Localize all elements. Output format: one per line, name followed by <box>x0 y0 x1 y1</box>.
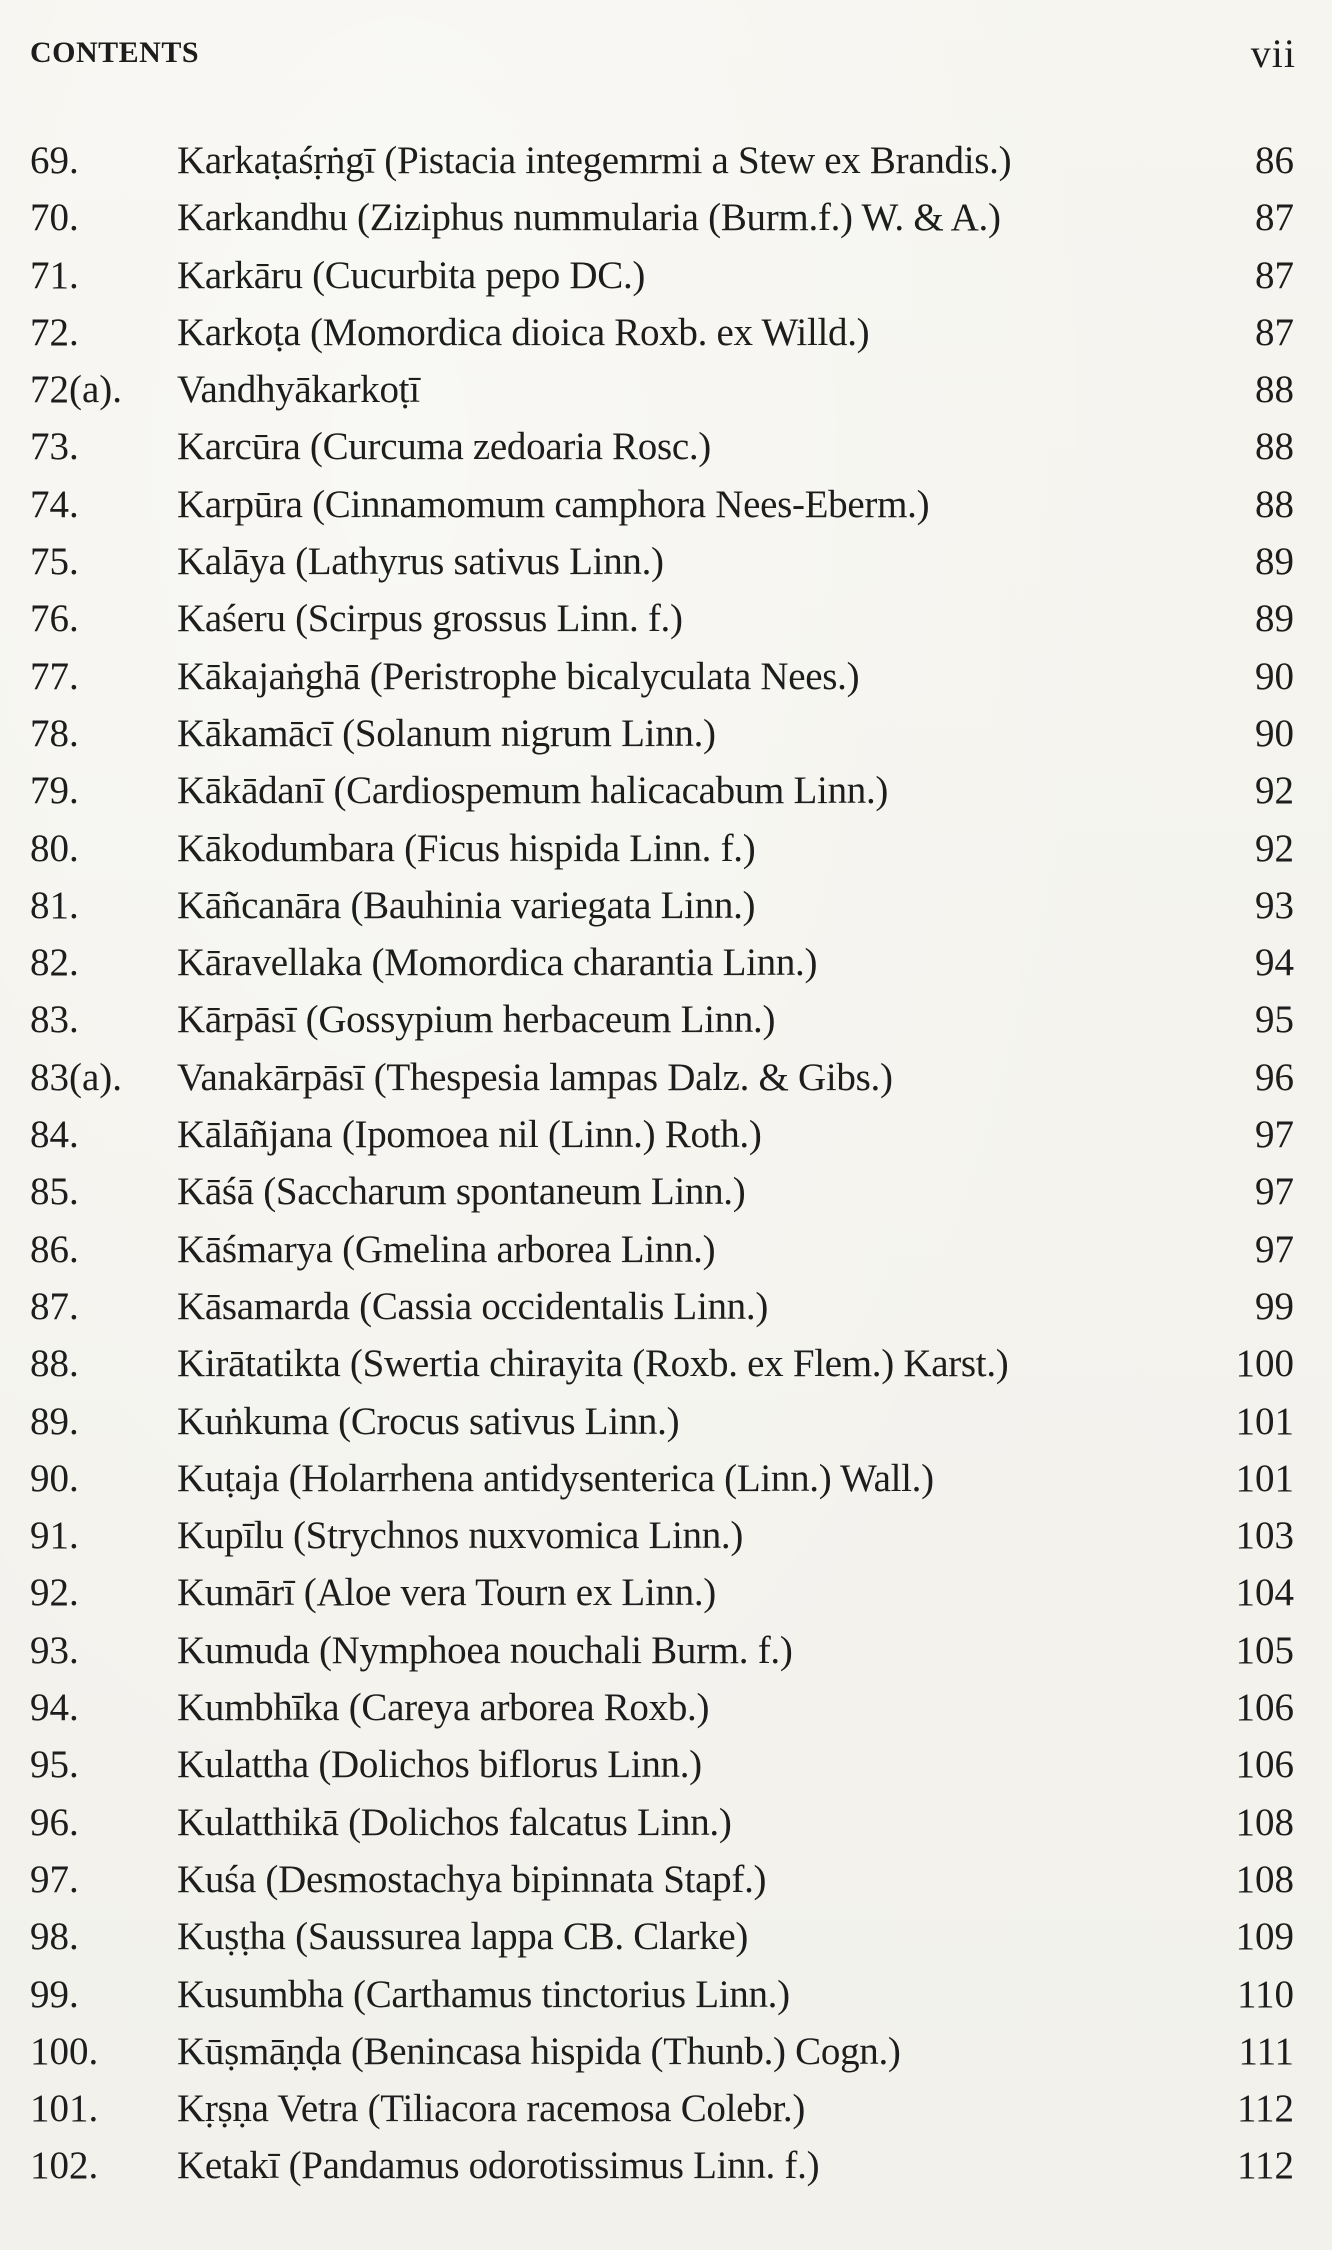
toc-entry-number: 99. <box>30 1972 79 2016</box>
toc-entry-page: 92 <box>1255 826 1294 870</box>
toc-entry <box>0 1564 1332 1621</box>
toc-entry <box>0 1507 1332 1564</box>
toc-entry-title: Kākādanī (Cardiospemum halicacabum Linn.) <box>177 769 889 813</box>
toc-entry-title: Kāñcanāra (Bauhinia variegata Linn.) <box>177 883 756 927</box>
toc-entry-number: 100. <box>30 2029 99 2073</box>
toc-entry-page: 101 <box>1235 1456 1294 1500</box>
toc-entry-number: 92. <box>30 1571 79 1615</box>
toc-entry-title: Kuśa (Desmostachya bipinnata Stapf.) <box>177 1857 767 1901</box>
toc-entry <box>0 1278 1332 1335</box>
toc-entry-number: 76. <box>30 597 79 641</box>
toc-entry-number: 84. <box>30 1113 79 1157</box>
toc-entry-number: 78. <box>30 711 79 755</box>
toc-entry-page: 88 <box>1255 425 1294 469</box>
toc-entry-number: 83. <box>30 998 79 1042</box>
toc-entry-page: 93 <box>1255 883 1294 927</box>
toc-entry-title: Kalāya (Lathyrus sativus Linn.) <box>177 540 664 584</box>
toc-entry-title: Vanakārpāsī (Thespesia lampas Dalz. & Gibs.) <box>177 1055 893 1099</box>
toc-entry-page: 97 <box>1255 1113 1294 1157</box>
toc-entry-page: 95 <box>1255 998 1294 1042</box>
toc-entry-page: 103 <box>1235 1514 1294 1558</box>
toc-entry-number: 96. <box>30 1800 79 1844</box>
toc-entry <box>0 418 1332 475</box>
toc-entry-number: 88. <box>30 1342 79 1386</box>
running-header-section: CONTENTS <box>30 36 200 69</box>
toc-entry <box>0 1049 1332 1106</box>
toc-entry <box>0 1679 1332 1736</box>
toc-entry-page: 87 <box>1255 253 1294 297</box>
toc-entry <box>0 1851 1332 1908</box>
toc-entry-page: 97 <box>1255 1170 1294 1214</box>
toc-entry-page: 108 <box>1235 1800 1294 1844</box>
toc-entry-title: Kulatthikā (Dolichos falcatus Linn.) <box>177 1800 732 1844</box>
toc-entry-title: Kūṣmāṇḍa (Benincasa hispida (Thunb.) Cogn.) <box>177 2029 901 2073</box>
toc-entry-title: Kusumbha (Carthamus tinctorius Linn.) <box>177 1972 790 2016</box>
toc-entry-page: 112 <box>1236 2087 1294 2131</box>
toc-entry <box>0 820 1332 877</box>
toc-entry-page: 105 <box>1235 1628 1294 1672</box>
toc-entry <box>0 476 1332 533</box>
toc-entry-page: 106 <box>1235 1686 1294 1730</box>
toc-entry-page: 90 <box>1255 711 1294 755</box>
toc-entry <box>0 877 1332 934</box>
toc-entry-number: 95. <box>30 1743 79 1787</box>
toc-entry-number: 69. <box>30 139 79 182</box>
toc-entry-number: 73. <box>30 425 79 469</box>
toc-entry-title: Karpūra (Cinnamomum camphora Nees-Eberm.) <box>177 482 930 526</box>
toc-entry-title: Karkāru (Cucurbita pepo DC.) <box>177 253 646 297</box>
toc-entry-page: 96 <box>1255 1055 1294 1099</box>
toc-entry-number: 98. <box>30 1915 79 1959</box>
toc-entry-title: Kāśā (Saccharum spontaneum Linn.) <box>177 1170 746 1214</box>
toc-entry <box>0 1106 1332 1163</box>
toc-entry-page: 89 <box>1255 540 1294 584</box>
toc-entry-number: 79. <box>30 769 79 813</box>
toc-entry <box>0 304 1332 361</box>
toc-entry-title: Kuṣṭha (Saussurea lappa CB. Clarke) <box>177 1915 749 1959</box>
toc-entry <box>0 590 1332 647</box>
toc-entry-title: Kākamācī (Solanum nigrum Linn.) <box>177 711 716 755</box>
toc-entry-title: Kāśmarya (Gmelina arborea Linn.) <box>177 1227 716 1271</box>
table-of-contents <box>0 132 1332 2195</box>
toc-entry-page: 109 <box>1235 1915 1294 1959</box>
toc-entry-title: Kumārī (Aloe vera Tourn ex Linn.) <box>177 1571 716 1615</box>
toc-entry <box>0 762 1332 819</box>
toc-entry <box>0 1908 1332 1965</box>
toc-entry-page: 97 <box>1255 1227 1294 1271</box>
toc-entry-page: 88 <box>1255 482 1294 526</box>
toc-entry <box>0 1163 1332 1220</box>
toc-entry-number: 93. <box>30 1628 79 1672</box>
toc-entry-title: Kāsamarda (Cassia occidentalis Linn.) <box>177 1284 769 1328</box>
toc-entry <box>0 1335 1332 1392</box>
toc-entry-number: 89. <box>30 1399 79 1443</box>
toc-entry-number: 81. <box>30 883 79 927</box>
toc-entry-title: Kupīlu (Strychnos nuxvomica Linn.) <box>177 1514 744 1558</box>
toc-entry-number: 75. <box>30 540 79 584</box>
toc-entry-page: 110 <box>1236 1972 1294 2016</box>
toc-entry-title: Kumbhīka (Careya arborea Roxb.) <box>177 1686 710 1730</box>
toc-entry <box>0 991 1332 1048</box>
toc-entry <box>0 1393 1332 1450</box>
toc-entry-number: 82. <box>30 941 79 985</box>
toc-entry-page: 89 <box>1255 597 1294 641</box>
toc-entry-page: 99 <box>1255 1284 1294 1328</box>
toc-entry <box>0 705 1332 762</box>
toc-entry-number: 70. <box>30 196 79 240</box>
toc-entry-title: Kaśeru (Scirpus grossus Linn. f.) <box>177 597 683 641</box>
toc-entry-page: 86 <box>1255 139 1294 182</box>
toc-entry-page: 88 <box>1255 368 1294 412</box>
toc-entry <box>0 1622 1332 1679</box>
toc-entry <box>0 189 1332 246</box>
toc-entry <box>0 1221 1332 1278</box>
toc-entry-number: 91. <box>30 1514 79 1558</box>
toc-entry-number: 102. <box>30 2144 99 2188</box>
toc-entry <box>0 1966 1332 2023</box>
running-header-page-number: vii <box>1250 31 1296 76</box>
toc-entry-number: 94. <box>30 1686 79 1730</box>
toc-entry-number: 71. <box>30 253 79 297</box>
toc-entry-page: 94 <box>1255 941 1294 985</box>
toc-entry-title: Vandhyākarkoṭī <box>177 368 420 412</box>
toc-entry-page: 100 <box>1235 1342 1294 1386</box>
toc-entry-title: Kālāñjana (Ipomoea nil (Linn.) Roth.) <box>177 1113 762 1157</box>
toc-entry-title: Kākajaṅghā (Peristrophe bicalyculata Nees.) <box>177 654 860 698</box>
toc-entry-title: Karkandhu (Ziziphus nummularia (Burm.f.) W. & A.) <box>177 196 1001 240</box>
toc-entry-title: Kārpāsī (Gossypium herbaceum Linn.) <box>177 998 776 1042</box>
toc-entry-page: 106 <box>1235 1743 1294 1787</box>
toc-entry-title: Karkaṭaśṛṅgī (Pistacia integemrmi a Stew ex Brandis.) <box>177 139 1012 182</box>
toc-entry <box>0 1794 1332 1851</box>
toc-entry-number: 83(a). <box>30 1055 123 1099</box>
toc-entry-number: 97. <box>30 1857 79 1901</box>
toc-entry-number: 90. <box>30 1456 79 1500</box>
toc-entry <box>0 934 1332 991</box>
toc-entry-title: Kāravellaka (Momordica charantia Linn.) <box>177 941 818 985</box>
toc-entry-number: 87. <box>30 1284 79 1328</box>
toc-entry-title: Kākodumbara (Ficus hispida Linn. f.) <box>177 826 756 870</box>
toc-entry-title: Kuṅkuma (Crocus sativus Linn.) <box>177 1399 680 1443</box>
toc-entry-title: Ketakī (Pandamus odorotissimus Linn. f.) <box>177 2144 820 2188</box>
toc-entry-page: 92 <box>1255 769 1294 813</box>
toc-entry-page: 112 <box>1236 2144 1294 2188</box>
toc-entry-number: 72(a). <box>30 368 123 412</box>
toc-entry-page: 90 <box>1255 654 1294 698</box>
toc-entry-title: Kṛṣṇa Vetra (Tiliacora racemosa Colebr.) <box>177 2087 806 2131</box>
toc-entry-title: Karcūra (Curcuma zedoaria Rosc.) <box>177 425 711 469</box>
toc-entry-number: 85. <box>30 1170 79 1214</box>
toc-entry <box>0 2023 1332 2080</box>
toc-entry-page: 111 <box>1238 2029 1294 2073</box>
toc-entry-number: 77. <box>30 654 79 698</box>
toc-entry <box>0 132 1332 189</box>
toc-entry-number: 72. <box>30 310 79 354</box>
toc-entry <box>0 533 1332 590</box>
toc-entry-title: Kulattha (Dolichos biflorus Linn.) <box>177 1743 702 1787</box>
toc-entry-number: 101. <box>30 2087 99 2131</box>
toc-entry-number: 86. <box>30 1227 79 1271</box>
toc-entry-page: 87 <box>1255 196 1294 240</box>
toc-entry-page: 108 <box>1235 1857 1294 1901</box>
toc-entry-title: Kirātatikta (Swertia chirayita (Roxb. ex Flem.) Karst.) <box>177 1342 1009 1386</box>
toc-entry-page: 87 <box>1255 310 1294 354</box>
toc-entry <box>0 1450 1332 1507</box>
toc-entry <box>0 247 1332 304</box>
toc-entry-number: 80. <box>30 826 79 870</box>
toc-entry <box>0 2080 1332 2137</box>
toc-entry-title: Kuṭaja (Holarrhena antidysenterica (Linn.) Wall.) <box>177 1456 934 1500</box>
toc-entry-page: 104 <box>1235 1571 1294 1615</box>
toc-entry <box>0 648 1332 705</box>
toc-entry <box>0 1736 1332 1793</box>
toc-entry <box>0 361 1332 418</box>
toc-entry <box>0 2137 1332 2194</box>
toc-entry-title: Kumuda (Nymphoea nouchali Burm. f.) <box>177 1628 793 1672</box>
toc-entry-title: Karkoṭa (Momordica dioica Roxb. ex Willd.) <box>177 310 870 354</box>
toc-entry-page: 101 <box>1235 1399 1294 1443</box>
toc-entry-number: 74. <box>30 482 79 526</box>
